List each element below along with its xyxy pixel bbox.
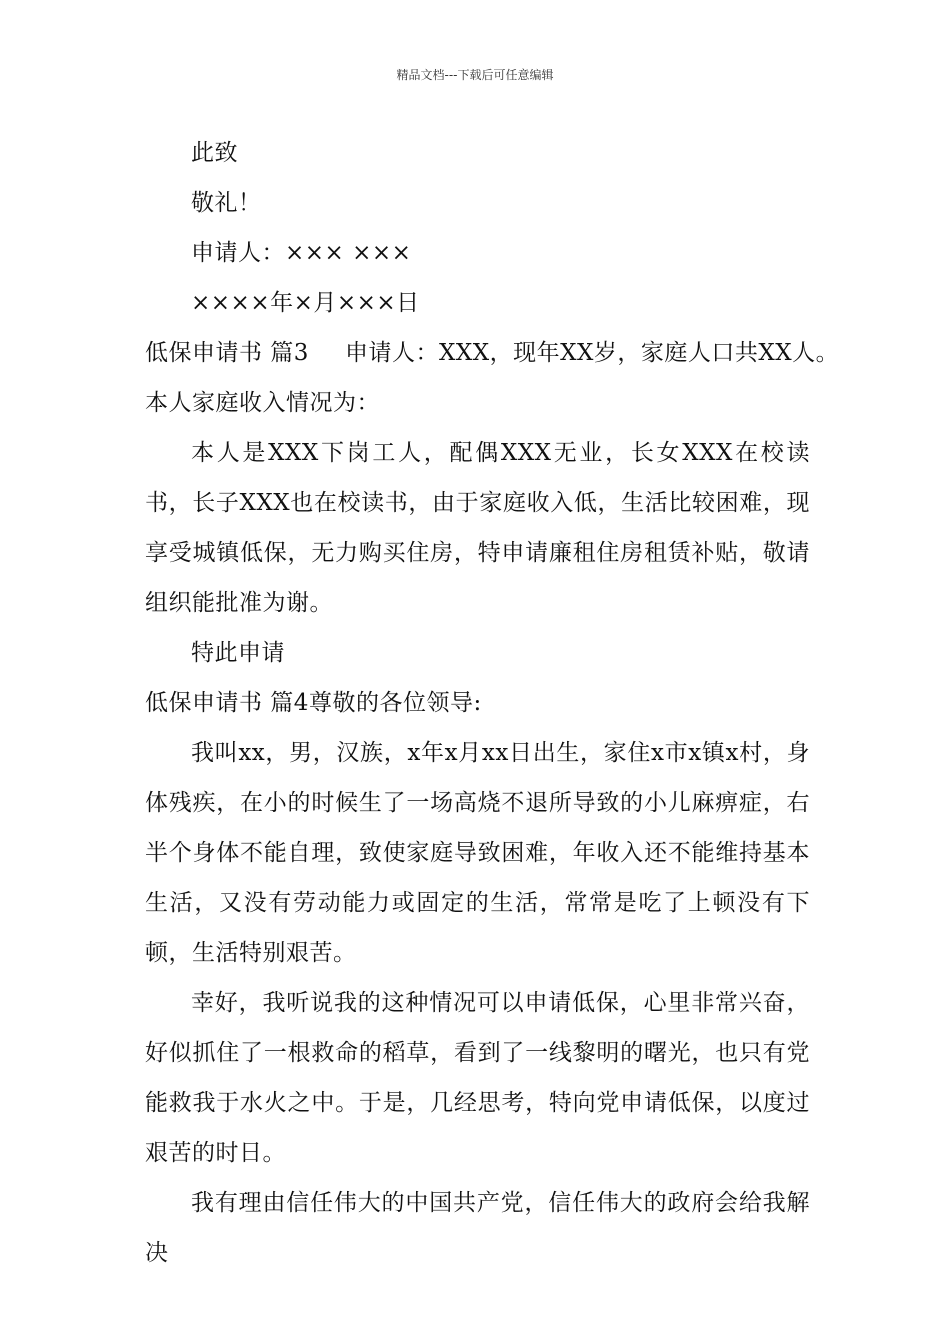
section3-paragraph: 本人是XXX下岗工人，配偶XXX无业，长女XXX在校读书，长子XXX也在校读书，由于家庭收入低，生活比较困难，现享受城镇低保，无力购买住房，特申请廉租住房租赁补贴，敬请组织能批准为谢。 — [145, 440, 810, 616]
page-header: 精品文档---下载后可任意编辑 — [396, 68, 554, 82]
section4-paragraph-1: 我叫xx，男，汉族，x年x月xx日出生，家住x市x镇x村，身体残疾，在小的时候生了一场高烧不退所导致的小儿麻痹症，右半个身体不能自理，致使家庭导致困难，年收入还不能维持基本生活，又没有劳动能力或固定的生活，常常是吃了上顿没有下顿，生活特别艰苦。 — [145, 740, 810, 966]
section4-title: 低保申请书 篇4尊敬的各位领导: — [145, 690, 482, 716]
section3-heading-line — [145, 328, 840, 378]
section4-paragraph-2: 幸好，我听说我的这种情况可以申请低保，心里非常兴奋，好似抓住了一根救命的稻草，看到了一线黎明的曙光，也只有党能救我于水火之中。于是，几经思考，特向党申请低保，以度过艰苦的时日。 — [145, 990, 810, 1166]
closing-regards: 敬礼！ — [191, 190, 262, 216]
section4-paragraph-3: 我有理由信任伟大的中国共产党，信任伟大的政府会给我解决 — [145, 1190, 810, 1266]
document-body — [145, 128, 840, 1278]
section3-closing: 特此申请 — [191, 640, 285, 666]
section3-line2: 本人家庭收入情况为： — [145, 390, 380, 416]
applicant-signature: 申请人：××× ××× — [191, 240, 412, 266]
section3-title: 低保申请书 篇3 — [145, 340, 309, 366]
closing-salutation: 此致 — [191, 140, 238, 166]
date-signature: ××××年×月×××日 — [191, 290, 420, 316]
section3-intro: 申请人：XXX，现年XX岁，家庭人口共XX人。 — [344, 340, 840, 366]
